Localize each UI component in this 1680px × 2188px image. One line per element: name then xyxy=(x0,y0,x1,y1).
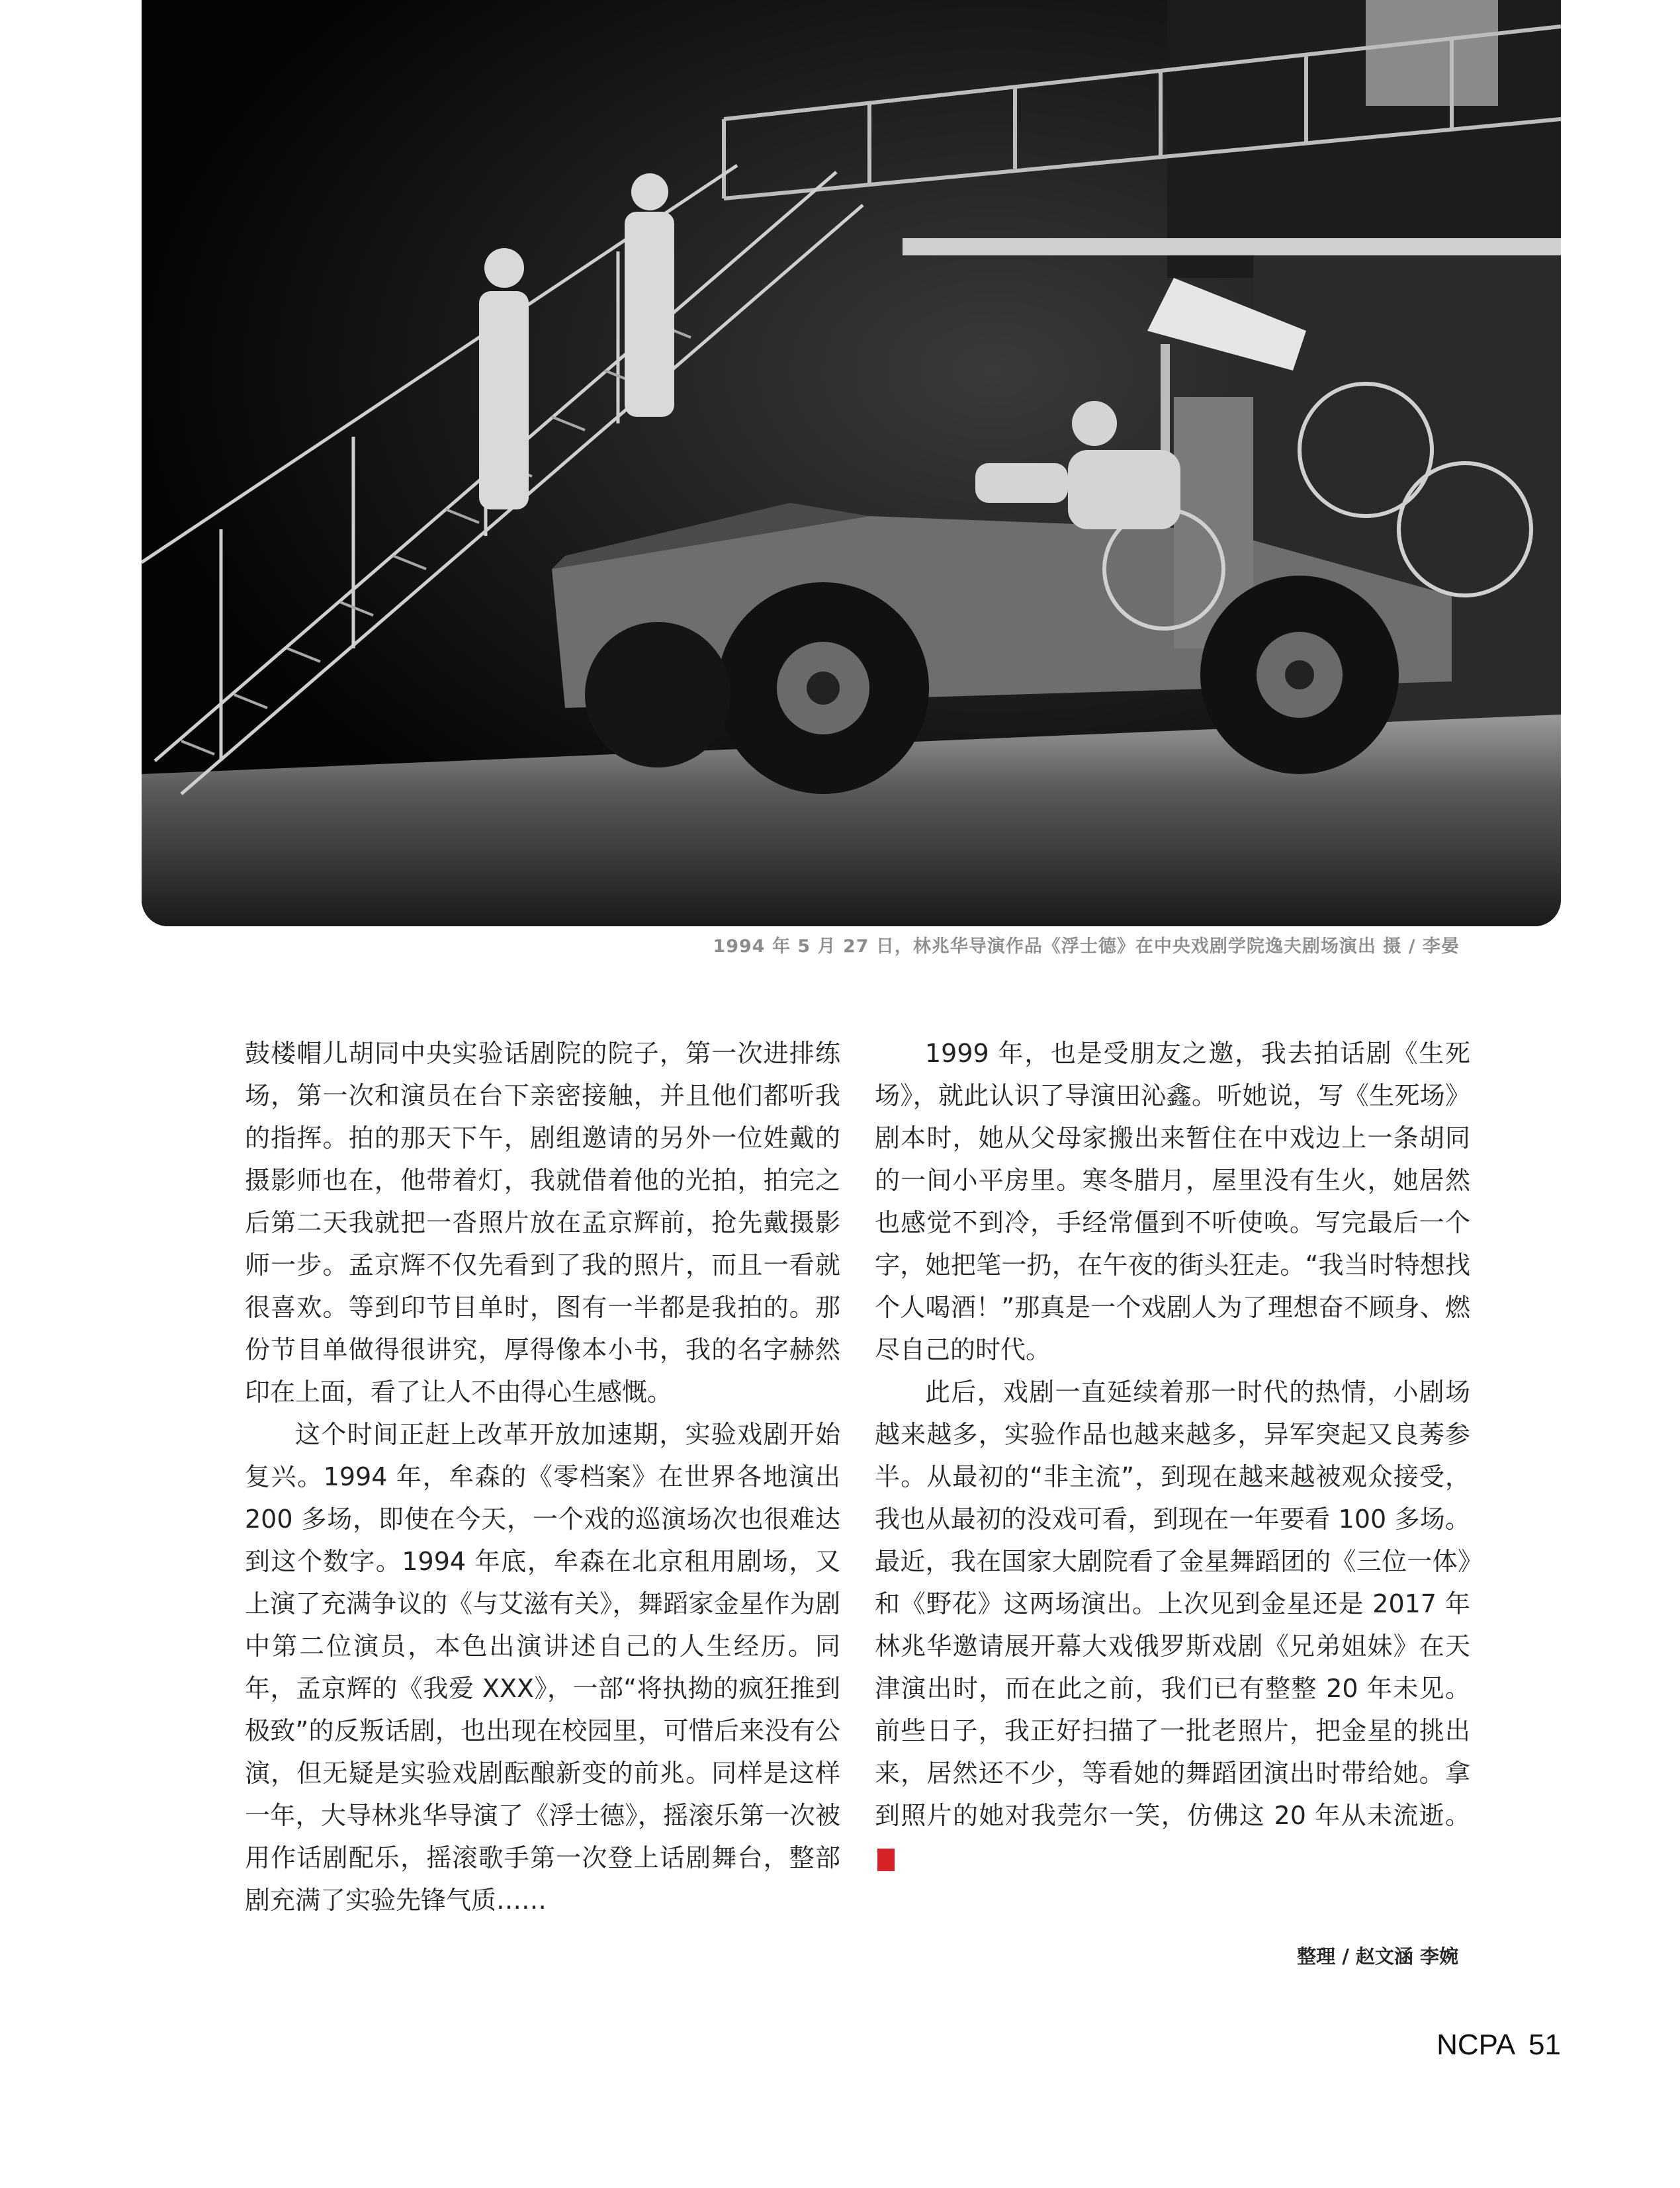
ncpa-end-mark-icon: NCPA xyxy=(877,1849,895,1871)
article-right-column xyxy=(875,1032,1470,1879)
stage-photo xyxy=(142,0,1561,926)
page-folio xyxy=(1437,2029,1561,2062)
left-paragraph-2: 这个时间正赶上改革开放加速期，实验戏剧开始复兴。1994 年，牟森的《零档案》在世界各地演出 200 多场，即使在今天，一个戏的巡演场次也很难达到这个数字。1994 年底，牟森在北京租用剧场，又上演了充满争议的《与艾滋有关》，舞蹈家金星作为剧中第二位演员，本色出演讲述自己的人生经历。同年，孟京辉的《我爱 XXX》，一部“将执拗的疯狂推到极致”的反叛话剧，也出现在校园里，可惜后来没有公演，但无疑是实验戏剧酝酿新变的前兆。同样是这样一年，大导林兆华导演了《浮士德》，摇滚乐第一次被用作话剧配乐，摇滚歌手第一次登上话剧舞台，整部剧充满了实验先锋气质…… xyxy=(245,1420,840,1915)
right-paragraph-2 xyxy=(875,1371,1470,1879)
page-number: 51 xyxy=(1528,2029,1561,2061)
article-left-column xyxy=(245,1032,840,1921)
editor-credit: 整理 / 赵文涵 李婉 xyxy=(1297,1945,1458,1968)
photo-caption: 1994 年 5 月 27 日，林兆华导演作品《浮士德》在中央戏剧学院逸夫剧场演出 摄 / 李晏 xyxy=(713,936,1460,957)
magazine-name: NCPA xyxy=(1437,2029,1516,2061)
right-paragraph-1: 1999 年，也是受朋友之邀，我去拍话剧《生死场》，就此认识了导演田沁鑫。听她说，写《生死场》剧本时，她从父母家搬出来暂住在中戏边上一条胡同的一间小平房里。寒冬腊月，屋里没有生火，她居然也感觉不到冷，手经常僵到不听使唤。写完最后一个字，她把笔一扔，在午夜的街头狂走。“我当时特想找个人喝酒！”那真是一个戏剧人为了理想奋不顾身、燃尽自己的时代。 xyxy=(875,1039,1470,1364)
right-paragraph-2-text: 此后，戏剧一直延续着那一时代的热情，小剧场越来越多，实验作品也越来越多，异军突起又良莠参半。从最初的“非主流”，到现在越来越被观众接受，我也从最初的没戏可看，到现在一年要看 100 多场。最近，我在国家大剧院看了金星舞蹈团的《三位一体》和《野花》这两场演出。上次见到金星还是 2017 年林兆华邀请展开幕大戏俄罗斯戏剧《兄弟姐妹》在天津演出时，而在此之前，我们已有整整 20 年未见。前些日子，我正好扫描了一批老照片，把金星的挑出来，居然还不少，等看她的舞蹈团演出时带给她。拿到照片的她对我莞尔一笑，仿佛这 20 年从未流逝。 xyxy=(875,1378,1470,1830)
stage-photo-illustration xyxy=(142,0,1561,926)
left-paragraph-1: 鼓楼帽儿胡同中央实验话剧院的院子，第一次进排练场，第一次和演员在台下亲密接触，并且他们都听我的指挥。拍的那天下午，剧组邀请的另外一位姓戴的摄影师也在，他带着灯，我就借着他的光拍，拍完之后第二天我就把一沓照片放在孟京辉前，抢先戴摄影师一步。孟京辉不仅先看到了我的照片，而且一看就很喜欢。等到印节目单时，图有一半都是我拍的。那份节目单做得很讲究，厚得像本小书，我的名字赫然印在上面，看了让人不由得心生感慨。 xyxy=(245,1039,840,1407)
